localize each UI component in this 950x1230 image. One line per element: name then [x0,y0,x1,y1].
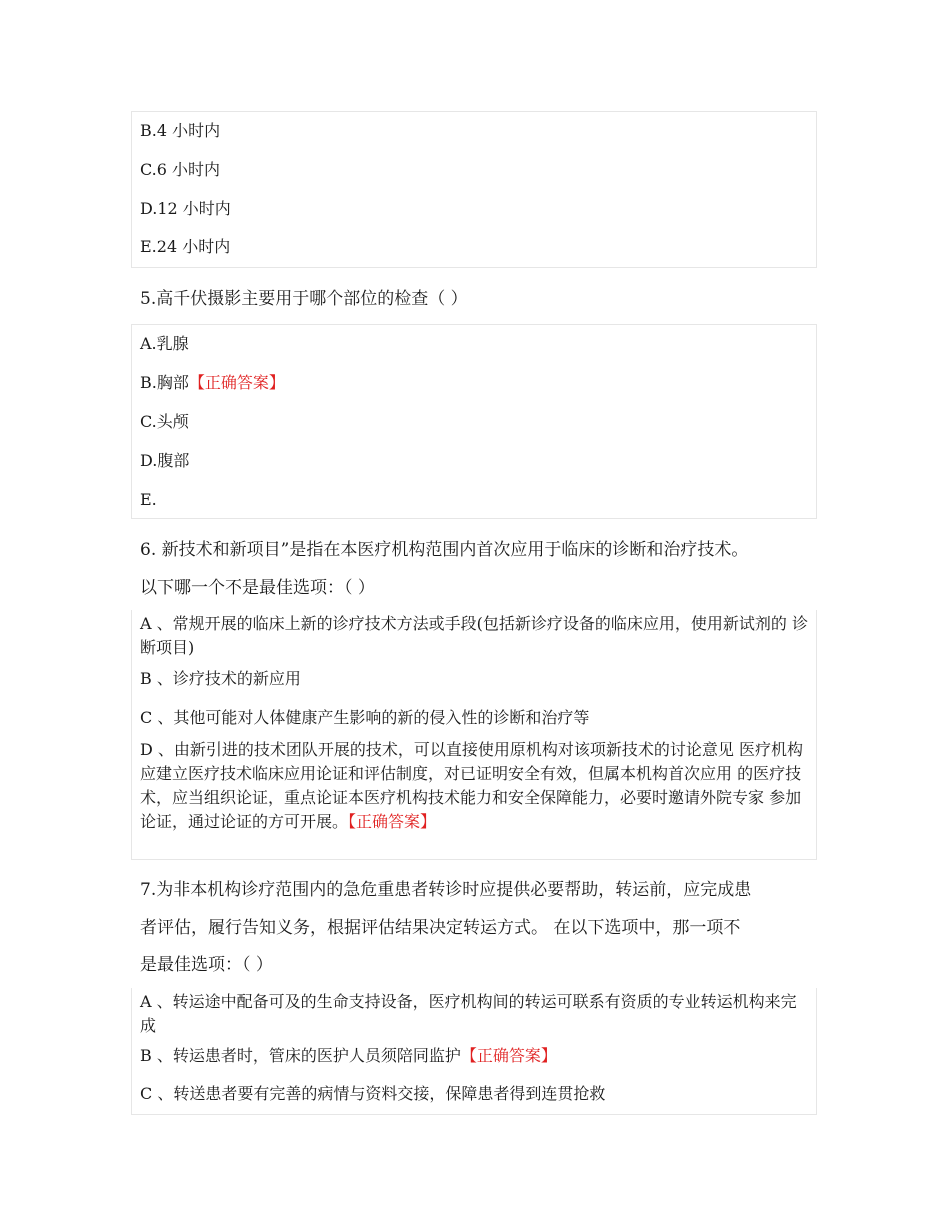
option-d: D.12 小时内 [140,199,231,218]
options-box-q6 [131,610,817,860]
options-box-previous [131,111,817,268]
options-box-q5 [131,324,817,519]
option-a: A 、转运途中配备可及的生命支持设备，医疗机构间的转运可联系有资质的专业转运机构来完 成 [140,992,797,1035]
option-c: C 、转送患者要有完善的病情与资料交接，保障患者得到连贯抢救 [140,1084,606,1103]
question-6-text-line1: 6. 新技术和新项目”是指在本医疗机构范围内首次应用于临床的诊断和治疗技术。 [140,540,749,560]
option-b: B 、诊疗技术的新应用 [140,669,301,688]
option-d-label: D 、由新引进的技术团队开展的技术，可以直接使用原机构对该项新技术的讨论意见 医疗机构应建立医疗技术临床应用论证和评估制度，对已证明安全有效，但属本机构首次应用 的医疗技术，应当组织论证，重点论证本医疗机构技术能力和安全保障能力，必要时邀请外院专家 参加论证，通过论证的方可开展。 [140,740,804,831]
option-b [140,371,285,395]
options-box-q7 [131,988,817,1115]
option-b [140,1044,557,1068]
option-b-label: B 、转运患者时，管床的医护人员须陪同监护 [140,1046,461,1065]
question-6-text-line2: 以下哪一个不是最佳选项：（ ） [140,578,375,598]
correct-answer-marker: 【正确答案】 [460,1046,557,1065]
question-7-text-line2: 者评估，履行告知义务，根据评估结果决定转运方式。 在以下选项中，那一项不 [140,918,741,938]
option-a: A 、常规开展的临床上新的诊疗技术方法或手段(包括新诊疗设备的临床应用，使用新试剂的 诊断项目) [140,614,808,657]
option-b-label: B.胸部 [140,373,189,392]
option-c: C 、其他可能对人体健康产生影响的新的侵入性的诊断和治疗等 [140,708,590,727]
option-c: C.头颅 [140,412,189,431]
option-d: D.腹部 [140,451,190,470]
option-e: E. [140,490,157,509]
option-e: E.24 小时内 [140,237,231,256]
question-7-text-line3: 是最佳选项：（ ） [140,955,273,975]
option-b: B.4 小时内 [140,121,221,140]
option-a: A.乳腺 [140,334,189,353]
question-5-text: 5.高千伏摄影主要用于哪个部位的检查（ ） [140,289,468,309]
correct-answer-marker: 【正确答案】 [188,373,285,392]
question-7-text-line1: 7.为非本机构诊疗范围内的急危重患者转诊时应提供必要帮助，转运前，应完成患 [140,880,752,900]
option-d [140,738,808,834]
correct-answer-marker: 【正确答案】 [348,812,437,831]
option-c: C.6 小时内 [140,160,221,179]
